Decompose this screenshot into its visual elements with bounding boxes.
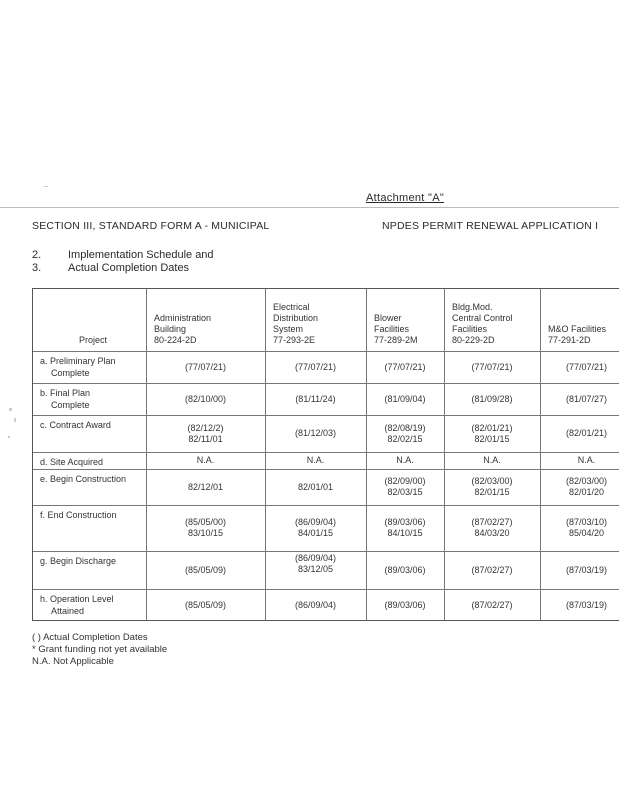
item-3: [32, 262, 189, 274]
cell-value: (81/09/28): [471, 393, 513, 404]
column-header-line: Blower: [374, 313, 402, 323]
cell-value: (85/05/00): [184, 517, 227, 527]
row-label: [40, 355, 116, 379]
cell-value: (87/03/19): [565, 564, 608, 575]
table-cell: [444, 455, 540, 466]
cell-value: (87/02/27): [471, 600, 513, 610]
row-label: [40, 555, 116, 567]
row-label-line: h. Operation Level: [40, 594, 114, 604]
schedule-table: [32, 288, 619, 621]
row-label-line: b. Final Plan: [40, 388, 91, 398]
row-divider: [33, 551, 619, 552]
row-label: [40, 509, 117, 521]
cell-value: (85/05/09): [184, 564, 227, 575]
column-header-line: Distribution: [273, 313, 319, 323]
cell-value: (86/09/04): [294, 517, 337, 527]
row-label: [40, 473, 126, 485]
row-divider: [33, 452, 619, 453]
column-header-line: Facilities: [374, 324, 410, 334]
cell-value: (77/07/21): [184, 361, 227, 372]
row-label: [40, 387, 90, 411]
cell-value: 82/02/15: [387, 433, 423, 444]
cell-value: (82/09/00): [384, 476, 426, 486]
table-cell: [540, 428, 619, 439]
table-cell: [146, 565, 265, 576]
cell-value: (81/12/03): [294, 428, 337, 438]
table-cell: [265, 455, 366, 466]
cell-value: (89/03/06): [384, 600, 426, 610]
cell-value: 85/04/20: [568, 528, 605, 538]
row-divider: [33, 415, 619, 416]
row-divider: [33, 589, 619, 590]
cell-value: 83/10/15: [187, 528, 224, 538]
row-label: [40, 593, 114, 617]
cell-value: 82/11/01: [188, 433, 223, 444]
cell-value: (82/10/00): [184, 393, 227, 404]
cell-value: (86/09/04): [294, 553, 337, 563]
row-label-line: d. Site Acquired: [40, 457, 104, 467]
column-header: [154, 313, 211, 346]
table-cell: [265, 517, 366, 539]
column-header-line: 77-293-2E: [273, 335, 316, 345]
row-divider: [33, 383, 619, 384]
row-divider: [33, 469, 619, 470]
application-title: NPDES PERMIT RENEWAL APPLICATION I: [382, 220, 599, 232]
row-label-line: Complete: [51, 368, 90, 378]
cell-value: 82/03/15: [387, 487, 423, 497]
table-cell: [366, 565, 444, 576]
cell-value: N.A.: [396, 455, 414, 465]
legend: [32, 632, 167, 668]
row-label-line: Attained: [51, 606, 85, 616]
item-text: Actual Completion Dates: [68, 262, 190, 274]
column-header: [273, 302, 318, 346]
column-header-line: 80-224-2D: [154, 335, 197, 345]
cell-value: 82/01/01: [297, 481, 334, 492]
cell-value: 84/10/15: [387, 528, 423, 538]
section-title: SECTION III, STANDARD FORM A - MUNICIPAL: [32, 220, 270, 232]
scan-speck: [44, 186, 48, 187]
table-cell: [540, 362, 619, 373]
item-number: 2.: [32, 249, 42, 261]
cell-value: (82/01/21): [565, 428, 608, 438]
cell-value: N.A.: [483, 455, 501, 465]
column-header: [548, 324, 606, 346]
row-label-line: c. Contract Award: [40, 420, 111, 430]
row-label-line: e. Begin Construction: [40, 474, 127, 484]
column-header-line: Electrical: [273, 302, 310, 312]
table-cell: [265, 553, 366, 575]
cell-value: (82/12/2): [187, 422, 224, 433]
row-label-line: g. Begin Discharge: [40, 556, 117, 566]
cell-value: (77/07/21): [565, 361, 608, 372]
cell-value: 82/12/01: [187, 481, 224, 492]
legend-item: * Grant funding not yet available: [32, 644, 168, 655]
cell-value: 84/03/20: [474, 528, 510, 538]
cell-value: (77/07/21): [471, 361, 513, 372]
column-header-line: M&O Facilities: [548, 324, 607, 334]
table-cell: [366, 600, 444, 611]
table-cell: [540, 394, 619, 405]
column-header-line: 77-291-2D: [548, 335, 591, 345]
table-cell: [265, 362, 366, 373]
item-number: 3.: [32, 262, 42, 274]
header-rule: [0, 207, 619, 208]
attachment-label: Attachment "A": [366, 192, 445, 204]
table-cell: [540, 565, 619, 576]
row-label: [40, 456, 103, 468]
cell-value: 82/01/20: [568, 487, 605, 497]
cell-value: (82/01/21): [471, 422, 513, 433]
cell-value: (87/02/27): [471, 564, 513, 575]
column-header-line: System: [273, 324, 304, 334]
legend-item: N.A. Not Applicable: [32, 656, 114, 667]
row-label-line: a. Preliminary Plan: [40, 356, 116, 366]
cell-value: (82/03/00): [565, 476, 608, 486]
table-cell: [444, 517, 540, 539]
table-cell: [444, 476, 540, 498]
cell-value: (89/03/06): [384, 517, 426, 527]
column-header: [374, 313, 418, 346]
row-label: [40, 419, 111, 431]
cell-value: (81/11/24): [295, 393, 336, 404]
cell-value: N.A.: [306, 455, 325, 465]
table-cell: [444, 362, 540, 373]
table-cell: [265, 482, 366, 493]
scan-speck: [14, 418, 16, 422]
cell-value: (87/02/27): [471, 517, 513, 527]
table-cell: [540, 476, 619, 498]
scan-speck: [9, 408, 12, 411]
cell-value: (81/07/27): [565, 393, 608, 404]
table-cell: [265, 394, 366, 405]
column-header-line: Central Control: [452, 313, 513, 323]
column-header: [452, 302, 513, 346]
cell-value: 82/01/15: [474, 433, 510, 444]
table-cell: [146, 423, 265, 445]
cell-value: 82/01/15: [474, 487, 510, 497]
table-cell: [146, 362, 265, 373]
table-cell: [366, 394, 444, 405]
scan-speck: [8, 436, 10, 438]
cell-value: 84/01/15: [297, 528, 334, 538]
cell-value: (87/03/10): [565, 517, 608, 527]
table-cell: [146, 517, 265, 539]
cell-value: (82/08/19): [384, 422, 426, 433]
table-cell: [540, 517, 619, 539]
column-header-line: Facilities: [452, 324, 488, 334]
cell-value: (77/07/21): [384, 361, 426, 372]
table-cell: [146, 600, 265, 611]
cell-value: (87/03/19): [565, 600, 608, 610]
table-cell: [540, 455, 619, 466]
table-cell: [540, 600, 619, 611]
table-cell: [444, 394, 540, 405]
table-cell: [366, 517, 444, 539]
item-2: [32, 249, 214, 261]
cell-value: N.A.: [577, 455, 596, 465]
table-cell: [146, 394, 265, 405]
cell-value: (85/05/09): [184, 600, 227, 610]
row-divider: [33, 351, 619, 352]
table-cell: [366, 362, 444, 373]
cell-value: (77/07/21): [294, 361, 337, 372]
cell-value: 83/12/05: [297, 564, 334, 574]
row-divider: [33, 505, 619, 506]
cell-value: N.A.: [196, 455, 215, 465]
cell-value: (89/03/06): [384, 564, 426, 575]
row-label-line: Complete: [51, 400, 90, 410]
column-header-line: Building: [154, 324, 187, 334]
table-cell: [444, 565, 540, 576]
table-cell: [146, 455, 265, 466]
row-label-line: f. End Construction: [40, 510, 117, 520]
table-cell: [444, 423, 540, 445]
legend-item: ( ) Actual Completion Dates: [32, 632, 148, 643]
column-header-line: 77-289-2M: [374, 335, 418, 345]
column-header-line: Bldg.Mod.: [452, 302, 493, 312]
table-cell: [366, 455, 444, 466]
cell-value: (82/03/00): [471, 476, 513, 486]
cell-value: (81/09/04): [384, 393, 426, 404]
table-cell: [444, 600, 540, 611]
column-header-line: 80-229-2D: [452, 335, 495, 345]
table-cell: [146, 482, 265, 493]
table-cell: [265, 600, 366, 611]
table-cell: [366, 476, 444, 498]
column-header-line: Administration: [154, 313, 212, 323]
item-text: Implementation Schedule and: [68, 249, 214, 261]
table-cell: [265, 428, 366, 439]
cell-value: (86/09/04): [294, 600, 337, 610]
table-cell: [366, 423, 444, 445]
project-header: Project: [79, 335, 108, 345]
